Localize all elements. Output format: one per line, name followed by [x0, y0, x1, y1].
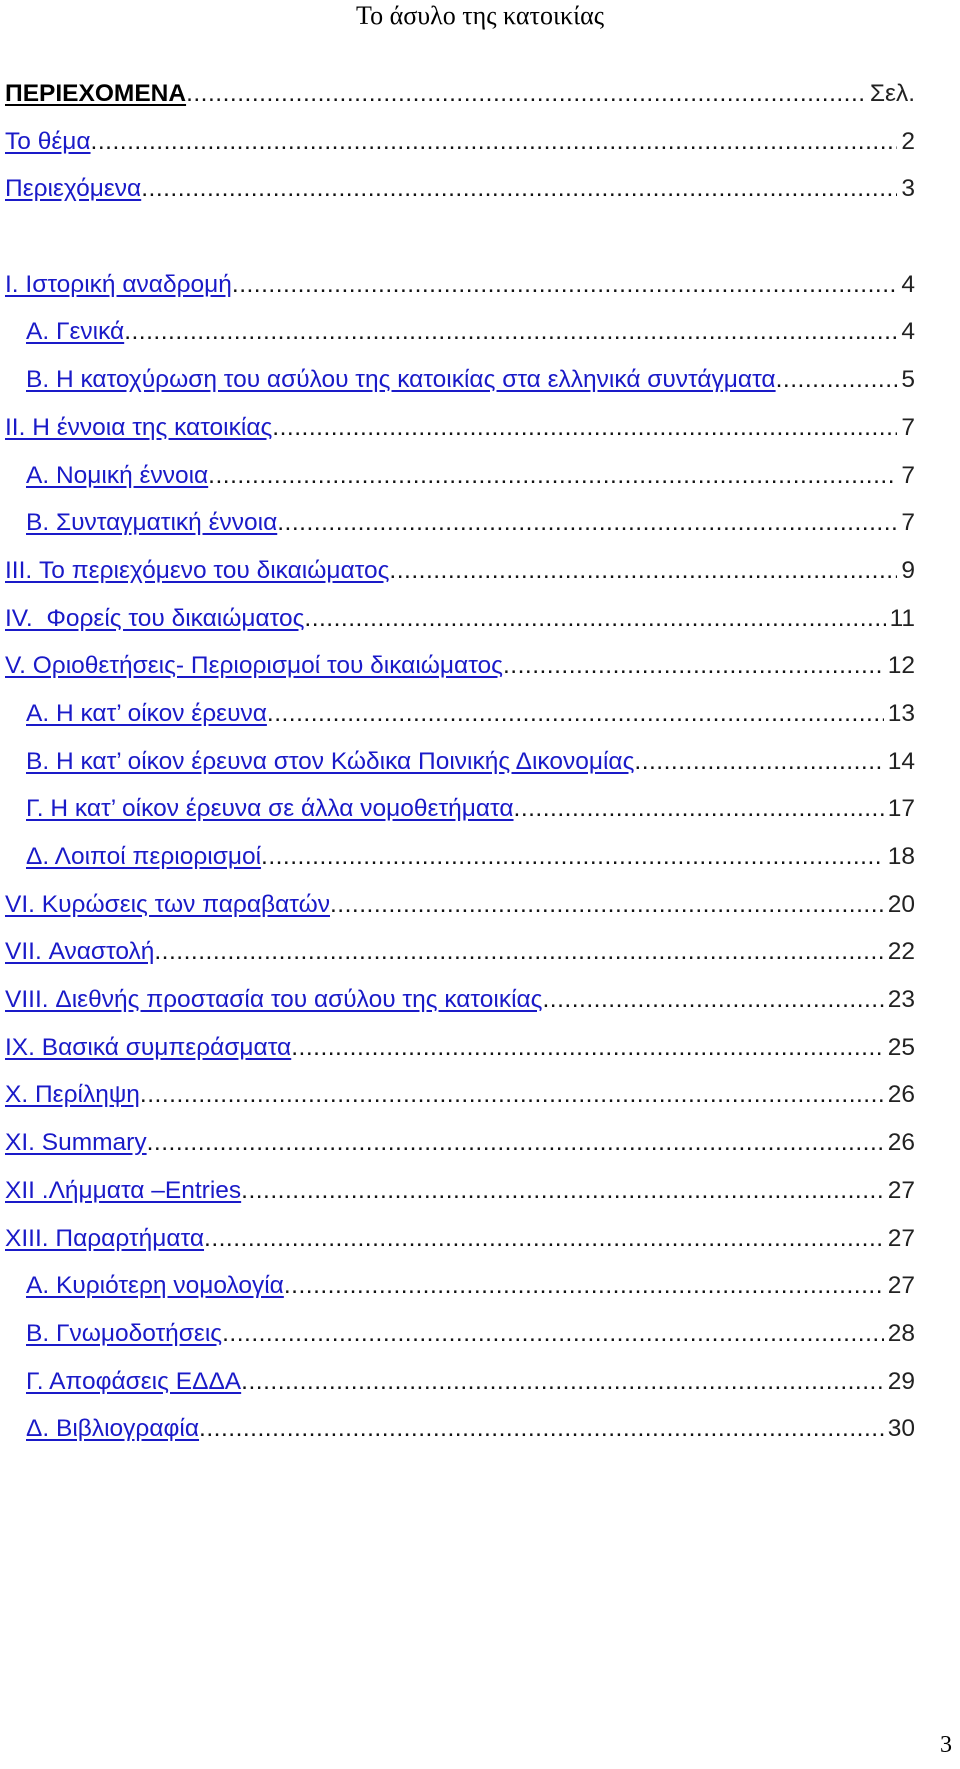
- dot-leader: [503, 649, 884, 683]
- dot-leader: [222, 1317, 884, 1351]
- table-of-contents: [5, 77, 915, 1460]
- toc-entry: [5, 1174, 915, 1222]
- dot-leader: [154, 935, 883, 969]
- toc-page-number: 25: [887, 1033, 915, 1061]
- toc-link-2a[interactable]: Α. Νομική έννοια: [26, 461, 209, 489]
- toc-link-2b[interactable]: Β. Συνταγματική έννοια: [26, 509, 278, 537]
- toc-link-chapter-7[interactable]: VII. Αναστολή: [5, 938, 155, 966]
- toc-page-number: 26: [887, 1081, 915, 1109]
- dot-leader: [140, 1078, 884, 1112]
- toc-link-chapter-11[interactable]: XI. Summary: [5, 1129, 147, 1157]
- dot-leader: [543, 983, 884, 1017]
- toc-entry: [5, 363, 915, 411]
- toc-page-number: 12: [887, 652, 915, 680]
- dot-leader: [514, 792, 884, 826]
- toc-page-number: 9: [901, 556, 915, 584]
- dot-leader: [241, 1174, 884, 1208]
- toc-entry: [5, 554, 915, 602]
- toc-entry: [5, 1031, 915, 1079]
- toc-link-chapter-2[interactable]: II. Η έννοια της κατοικίας: [5, 413, 273, 441]
- toc-page-number: 4: [901, 270, 915, 298]
- toc-link-chapter-8[interactable]: VIII. Διεθνής προστασία του ασύλου της κατοικίας: [5, 986, 543, 1014]
- dot-leader: [330, 888, 884, 922]
- toc-heading-page-label: Σελ.: [869, 80, 915, 107]
- dot-leader: [204, 1222, 884, 1256]
- toc-entry: [5, 411, 915, 459]
- toc-page-number: 7: [901, 413, 915, 441]
- toc-entry: [5, 315, 915, 363]
- toc-entry: [5, 649, 915, 697]
- toc-entry: [5, 602, 915, 650]
- dot-leader: [241, 1365, 884, 1399]
- toc-entry: [5, 840, 915, 888]
- running-header: Το άσυλο της κατοικίας: [355, 1, 604, 30]
- toc-entry: [5, 459, 915, 507]
- toc-page-number: 18: [887, 843, 915, 870]
- toc-link-chapter-10[interactable]: X. Περίληψη: [5, 1081, 140, 1109]
- toc-entry: [5, 1222, 915, 1270]
- toc-link-chapter-5[interactable]: V. Οριοθετήσεις- Περιορισμοί του δικαιώματος: [5, 652, 503, 680]
- toc-page-number: 11: [889, 604, 915, 632]
- toc-page-number: 7: [901, 509, 915, 537]
- toc-link-chapter-12[interactable]: XII .Λήμματα –Entries: [5, 1176, 242, 1204]
- toc-link-1b[interactable]: Β. Η κατοχύρωση του ασύλου της κατοικίας στα ελληνικά συντάγματα: [26, 366, 776, 394]
- dot-leader: [389, 554, 897, 588]
- toc-link-chapter-6[interactable]: VI. Κυρώσεις των παραβατών: [5, 890, 330, 918]
- toc-page-number: 27: [887, 1176, 915, 1204]
- toc-heading-row: [5, 77, 915, 125]
- toc-link-chapter-4[interactable]: IV. Φορείς του δικαιώματος: [5, 604, 305, 632]
- toc-link-13d[interactable]: Δ. Βιβλιογραφία: [26, 1415, 200, 1443]
- dot-leader: [199, 1412, 884, 1446]
- toc-page-number: 20: [887, 890, 915, 918]
- dot-leader: [272, 411, 897, 445]
- toc-entry: [5, 506, 915, 554]
- dot-leader: [91, 125, 898, 159]
- dot-leader: [147, 1126, 884, 1160]
- toc-link-5b[interactable]: Β. Η κατ’ οίκον έρευνα στον Κώδικα Ποινικής Δικονομίας: [26, 747, 635, 775]
- toc-link-chapter-9[interactable]: IX. Βασικά συμπεράσματα: [5, 1033, 292, 1061]
- toc-page-number: 30: [887, 1415, 915, 1443]
- toc-link-5c[interactable]: Γ. Η κατ’ οίκον έρευνα σε άλλα νομοθετήματα: [26, 795, 514, 823]
- toc-entry: [5, 697, 915, 745]
- dot-leader: [141, 172, 897, 206]
- toc-page-number: 26: [887, 1129, 915, 1157]
- dot-leader: [634, 745, 883, 779]
- toc-link-chapter-1[interactable]: I. Ιστορική αναδρομή: [5, 270, 232, 298]
- toc-link-topic[interactable]: Το θέμα: [5, 127, 91, 155]
- dot-leader: [124, 315, 897, 349]
- toc-link-5a[interactable]: Α. Η κατ’ οίκον έρευνα: [26, 699, 267, 727]
- dot-leader: [261, 840, 884, 874]
- toc-page-number: 3: [901, 175, 915, 203]
- toc-page-number: 5: [901, 366, 915, 394]
- toc-page-number: 27: [887, 1272, 915, 1300]
- toc-entry: [5, 983, 915, 1031]
- dot-leader: [267, 697, 884, 731]
- toc-entry: [5, 1126, 915, 1174]
- toc-link-1a[interactable]: Α. Γενικά: [26, 318, 125, 346]
- toc-page-number: 4: [901, 318, 915, 346]
- toc-page-number: 22: [887, 938, 915, 966]
- dot-leader: [208, 459, 897, 493]
- toc-page-number: 13: [887, 699, 915, 727]
- dot-leader: [186, 77, 866, 111]
- toc-heading-link[interactable]: ΠΕΡΙΕΧΟΜΕΝΑ: [5, 80, 187, 107]
- toc-entry: [5, 888, 915, 936]
- toc-page-number: 28: [887, 1319, 915, 1347]
- toc-entry: [5, 1317, 915, 1365]
- toc-entry: [5, 125, 915, 173]
- toc-link-chapter-13[interactable]: XIII. Παραρτήματα: [5, 1224, 205, 1252]
- toc-link-5d[interactable]: Δ. Λοιποί περιορισμοί: [26, 843, 262, 870]
- toc-entry: [5, 1365, 915, 1413]
- toc-page-number: 7: [901, 461, 915, 489]
- toc-entry: [5, 1078, 915, 1126]
- toc-link-chapter-3[interactable]: III. Το περιεχόμενο του δικαιώματος: [5, 556, 390, 584]
- toc-link-13c[interactable]: Γ. Αποφάσεις ΕΔΔΑ: [26, 1367, 242, 1395]
- toc-page-number: 17: [887, 795, 915, 823]
- toc-entry: [5, 935, 915, 983]
- toc-page-number: 2: [901, 127, 915, 155]
- toc-entry: [5, 745, 915, 793]
- toc-link-contents[interactable]: Περιεχόμενα: [5, 175, 142, 203]
- toc-link-13b[interactable]: Β. Γνωμοδοτήσεις: [26, 1319, 223, 1347]
- page-number: 3: [940, 1732, 952, 1758]
- toc-page-number: 29: [887, 1367, 915, 1395]
- dot-leader: [291, 1031, 884, 1065]
- dot-leader: [277, 506, 897, 540]
- toc-page-number: 14: [887, 747, 915, 775]
- dot-leader: [284, 1269, 884, 1303]
- dot-leader: [304, 602, 885, 636]
- toc-entry: [5, 1412, 915, 1460]
- toc-page-number: 23: [887, 986, 915, 1014]
- toc-entry: [5, 1269, 915, 1317]
- toc-page-number: 27: [887, 1224, 915, 1252]
- toc-link-13a[interactable]: Α. Κυριότερη νομολογία: [26, 1272, 284, 1300]
- toc-entry: [5, 792, 915, 840]
- toc-entry: [5, 172, 915, 220]
- toc-entry: [5, 268, 915, 316]
- dot-leader: [232, 268, 897, 302]
- dot-leader: [776, 363, 898, 397]
